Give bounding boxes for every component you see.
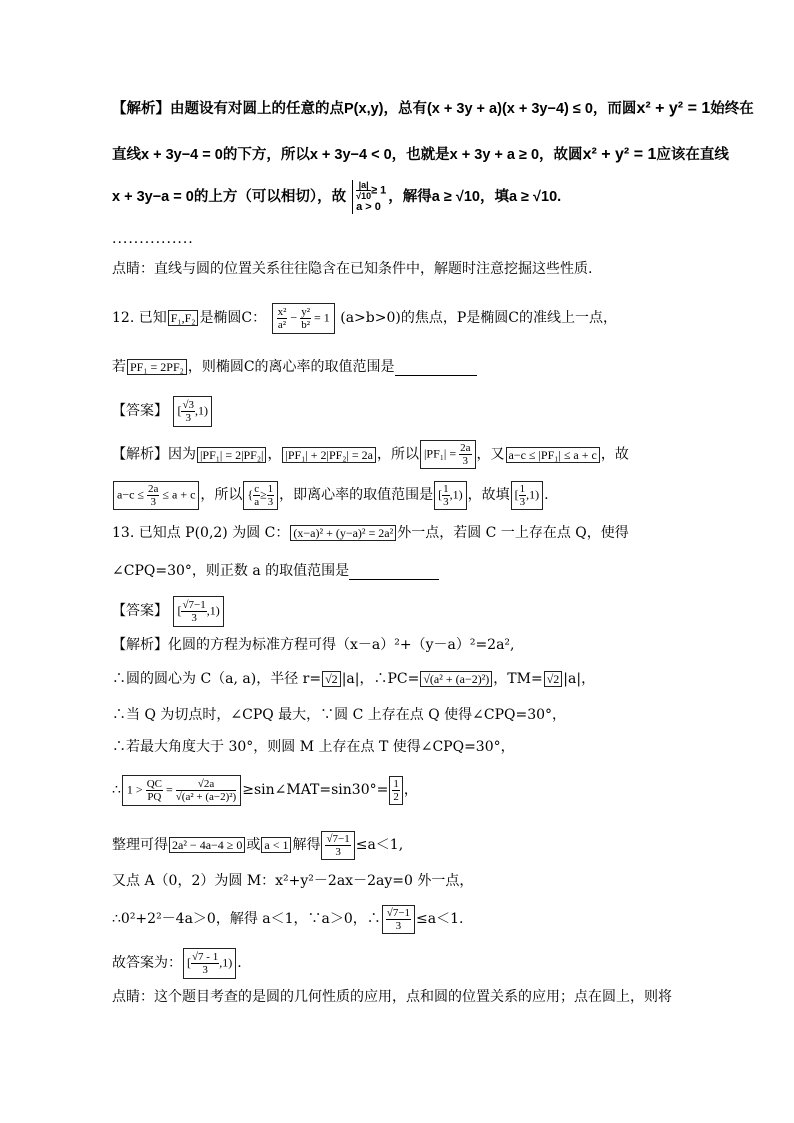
question-13-part-2: ∠CPQ=30°，则正数 a 的取值范围是 (112, 562, 439, 580)
solution-13-line-8: ∴0²+2²－4a＞0，解得 a＜1，∵a＞0，∴ $\frac{√7-1}{3}$ ≤a＜1. (112, 906, 464, 932)
question-12: 12. 已知 F₁,F₂ 是椭圆C： $\frac{\text{x²}}{\text{a²}}$ − $\frac{\text{y²}}{\text{b²}}$ = 1 (a>b>0)的焦点，P是椭圆C的准线上一点， (112, 300, 617, 336)
formula-foci: F₁,F₂ (168, 310, 199, 326)
question-12-part-2: 若 PF₁ = 2PF₂ ，则椭圆C的离心率的取值范围是 (112, 358, 477, 376)
solution-line-1: 【解析】由题设有对圆上的任意的点P(x,y)，总有(x + 3y + a)(x + 3y−4) ≤ 0，而圆x² + y² = 1始终在 (112, 100, 754, 117)
solution-line-3: x + 3y−a = 0的上方（可以相切），故 $\frac{|a|}{√10}$ ≥ 1 a > 0，解得a ≥ √10，填a ≥ √10. (112, 180, 562, 214)
answer-12: 【答案】 [ $\frac{√3}{3}$ ,1) (112, 392, 213, 430)
formula-ellipse: $\frac{\text{x²}}{\text{a²}}$ − $\frac{\text{y²}}{\text{b²}}$ = 1 (272, 303, 335, 334)
solution-13-line-7: 又点 A（0，2）为圆 M：x²+y²－2ax－2ay=0 外一点， (112, 873, 474, 889)
solution-13-line-3: ∴当 Q 为切点时，∠CPQ 最大，∵圆 C 上存在点 Q 使得∠CPQ=30°， (112, 707, 567, 723)
tip-paragraph-1: 点睛：直线与圆的位置关系往往隐含在已知条件中，解题时注意挖掘这些性质. (112, 261, 593, 277)
solution-13-line-1: 【解析】化圆的方程为标准方程可得（x－a）²+（y－a）²=2a², (112, 637, 515, 653)
solution-13-line-6: 整理可得 2a² − 4a−4 ≥ 0 或 a < 1 解得 $\frac{√7-1}{3}$ ≤a＜1, (112, 832, 404, 858)
answer-blank-12 (395, 375, 477, 376)
solution-13-line-4: ∴若最大角度大于 30°，则圆 M 上存在点 T 使得∠CPQ=30°， (112, 739, 515, 755)
formula-pf: PF₁ = 2PF₂ (127, 359, 187, 375)
formula-answer-13: [ $\frac{√7-1}{3}$ ,1) (173, 596, 223, 627)
separator-dots: ............... (112, 231, 194, 247)
formula-answer-12: [ $\frac{√3}{3}$ ,1) (173, 396, 212, 427)
answer-13: 【答案】 [ $\frac{√7-1}{3}$ ,1) (112, 592, 225, 630)
solution-13-line-2: ∴圆的圆心为 C（a, a)，半径 r= √2 |a|，∴PC= √(a² + (a−2)²) ，TM= √2 |a|， (112, 671, 596, 687)
question-13: 13. 已知点 P(0,2) 为圆 C： (x−a)² + (y−a)² = 2a² 外一点，若圆 C 一上存在点 Q，使得 (112, 525, 629, 541)
tip-paragraph-2: 点睛：这个题目考查的是圆的几何性质的应用，点和圆的位置关系的应用；点在圆上，则将 (112, 989, 672, 1005)
solution-13-line-5: ∴ 1 > $\frac{QC}{PQ}$ = $\frac{√2a}{\text{√(a² + (a−2)²)}}$ ≥sin∠MAT=sin30°= $\frac{1}{2}$ ， (112, 768, 418, 812)
inequality-system: $\frac{|a|}{√10}$ ≥ 1 a > 0 (352, 180, 386, 214)
solution-13-final: 故答案为： [ $\frac{√7 - 1}{3}$ ,1) . (112, 944, 242, 982)
solution-12-line-2: a−c ≤ $\frac{2a}{3}$ ≤ a + c ，所以 { $\frac{c}{a}$ ≥ $\frac{1}{3}$ ，即离心率的取值范围是 [ $\frac{1}{3}$ ,1) ，故填 [ $\frac{1}{3}$ ,1) . (112, 478, 549, 512)
solution-line-2: 直线x + 3y−4 = 0的下方，所以x + 3y−4 < 0，也就是x + 3y + a ≥ 0，故圆x² + y² = 1应该在直线 (112, 146, 729, 163)
solution-12-line-1: 【解析】因为 |PF₁| = 2|PF₂| ， |PF₁| + 2|PF₂| = 2a ，所以 |PF₁| = $\frac{2a}{3}$ ，又 a−c ≤ |PF₁| ≤ a + c ，故 (112, 442, 629, 467)
formula-circle-c: (x−a)² + (y−a)² = 2a² (290, 525, 396, 541)
answer-blank-13 (349, 579, 439, 580)
